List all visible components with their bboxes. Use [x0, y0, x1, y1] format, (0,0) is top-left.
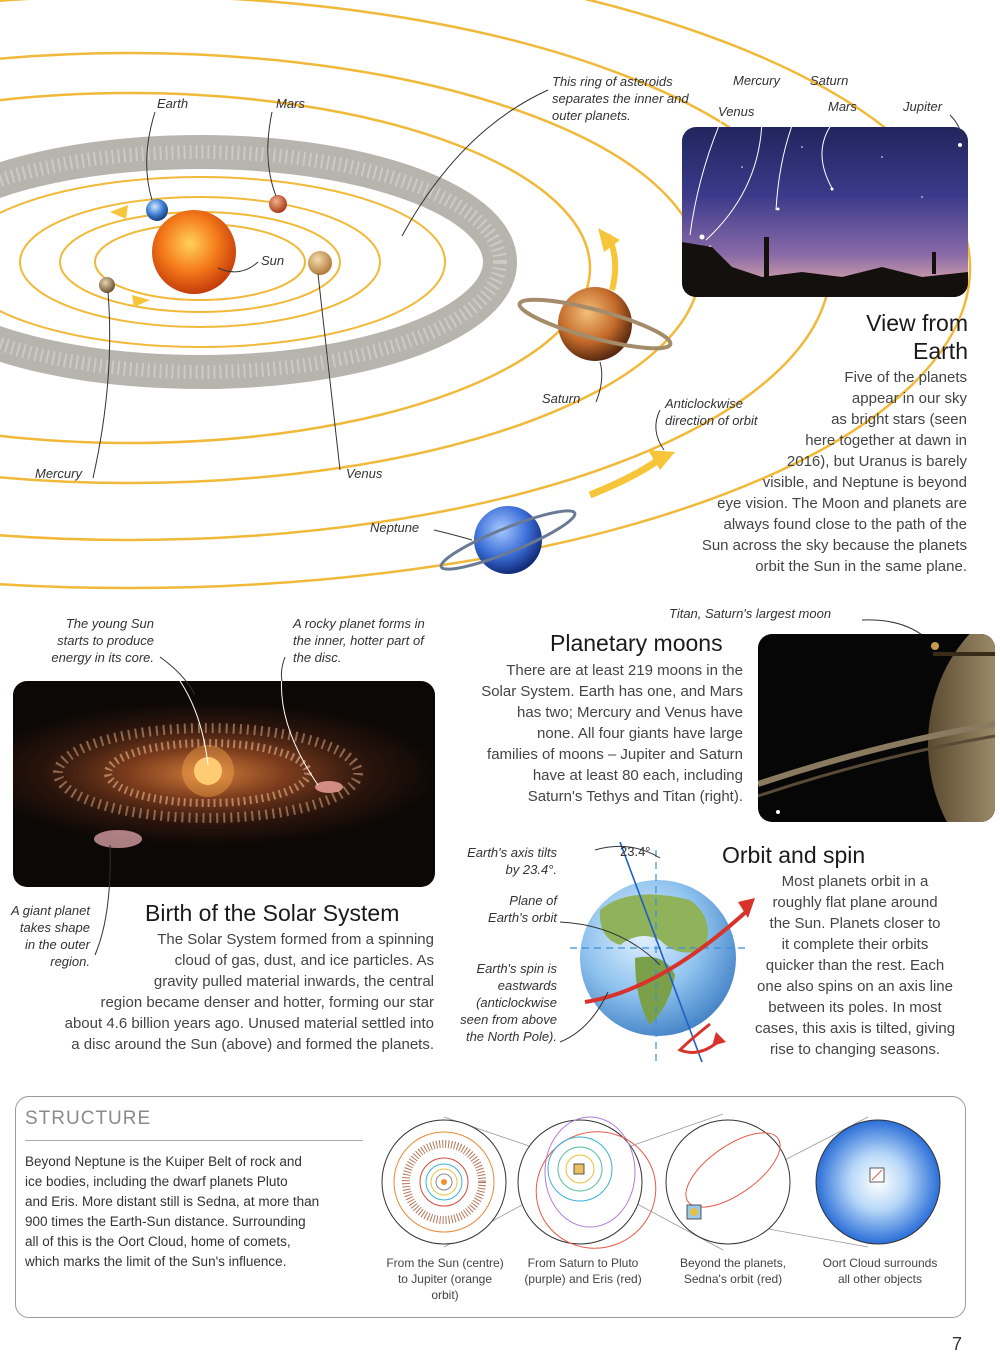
outer-system-diagram [518, 1115, 672, 1257]
sedna-orbit-diagram [666, 1119, 792, 1244]
tilt-angle-label: 23.4° [620, 844, 651, 859]
orbit-spin-title: Orbit and spin [722, 842, 866, 868]
saturn-image [516, 287, 674, 361]
venus-image [308, 251, 332, 275]
earth-tilt-diagram [540, 840, 755, 1065]
structure-divider [25, 1140, 363, 1141]
structure-diagrams [378, 1112, 948, 1257]
label-sun: Sun [261, 253, 285, 268]
birth-leader-lines [90, 655, 350, 975]
caption-inner-system: From the Sun (centre) to Jupiter (orange orbit) [386, 1256, 504, 1302]
orbit-spin-body: Most planets orbit in a roughly flat plane around the Sun. Planets closer to it complete their orbits quicker than the rest. Each one also spins on an axis line between its poles. In most cases, this axis is tilted, giving rise to changing seasons. [754, 873, 956, 1058]
inner-system-diagram [382, 1120, 506, 1244]
label-earth: Earth [157, 96, 189, 111]
neptune-image [437, 502, 580, 578]
label-photo-jupiter: Jupiter [903, 99, 943, 114]
sun-image [152, 210, 236, 294]
view-body: Five of the planets appear in our sky as bright stars (seen here together at dawn in 2016), but Uranus is barely visible, and Neptune is beyond eye vision. The Moon and planets are always found close to the path of the Sun across the sky because the planets orbit the Sun in the same plane. [701, 369, 967, 575]
saturn-titan-photo [758, 634, 995, 822]
mars-image [269, 195, 287, 213]
label-photo-venus: Venus [718, 104, 755, 119]
label-mars: Mars [276, 96, 305, 111]
label-orbit-plane: Plane of Earth's orbit [488, 893, 557, 925]
label-neptune: Neptune [370, 520, 420, 535]
caption-oort-cloud: Oort Cloud surrounds all other objects [822, 1256, 938, 1286]
label-photo-saturn: Saturn [810, 73, 849, 88]
mercury-image [99, 277, 115, 293]
label-mercury: Mercury [35, 466, 82, 481]
label-giant-planet: A giant planet takes shape in the outer region. [10, 903, 90, 969]
label-direction: Anticlockwise direction of orbit [665, 396, 758, 428]
view-title-line1: View from [866, 310, 968, 336]
label-rocky-planet: A rocky planet forms in the inner, hotter part of the disc. [293, 616, 425, 665]
structure-body: Beyond Neptune is the Kuiper Belt of rock and ice bodies, including the dwarf planets Pluto and Eris. More distant still is Sedna, at more than 900 times the Earth-Sun distance. Surrounding all of this is the Oort Cloud, home of comets, which marks the limit of the Sun's influence. [25, 1154, 320, 1269]
earth-image [146, 199, 168, 221]
label-young-sun: The young Sun starts to produce energy in its core. [51, 616, 154, 665]
label-photo-mars: Mars [828, 99, 857, 114]
label-titan: Titan, Saturn's largest moon [669, 606, 832, 621]
oort-cloud-diagram [816, 1120, 940, 1244]
label-venus: Venus [346, 466, 383, 481]
label-axis-tilt: Earth's axis tilts by 23.4°. [467, 845, 557, 877]
moons-body: There are at least 219 moons in the Solar System. Earth has one, and Mars has two; Mercury and Venus have none. All four giants have large families of moons – Jupiter and Saturn have at least 80 each, including Saturn's Tethys and Titan (right). [481, 662, 743, 805]
caption-sedna: Beyond the planets, Sedna's orbit (red) [679, 1256, 787, 1286]
label-asteroids: This ring of asteroids separates the inner and outer planets. [552, 74, 689, 123]
birth-title: Birth of the Solar System [145, 900, 400, 926]
birth-body: The Solar System formed from a spinning cloud of gas, dust, and ice particles. As gravity pulled material inwards, the central region became denser and hotter, forming our star about 4.6 billion years ago. Unused material settled into a disc around the Sun (above) and formed the planets. [64, 931, 434, 1053]
caption-outer-system: From Saturn to Pluto (purple) and Eris (red) [524, 1256, 642, 1286]
moons-title: Planetary moons [550, 630, 723, 656]
view-title [866, 309, 968, 365]
page-number: 7 [952, 1334, 963, 1354]
asteroid-belt [0, 152, 500, 372]
label-saturn: Saturn [542, 391, 581, 406]
label-earth-spin: Earth's spin is eastwards (anticlockwise seen from above the North Pole). [460, 961, 557, 1044]
label-photo-mercury: Mercury [733, 73, 780, 88]
structure-heading: STRUCTURE [25, 1108, 152, 1129]
view-title-line2: Earth [913, 338, 968, 364]
